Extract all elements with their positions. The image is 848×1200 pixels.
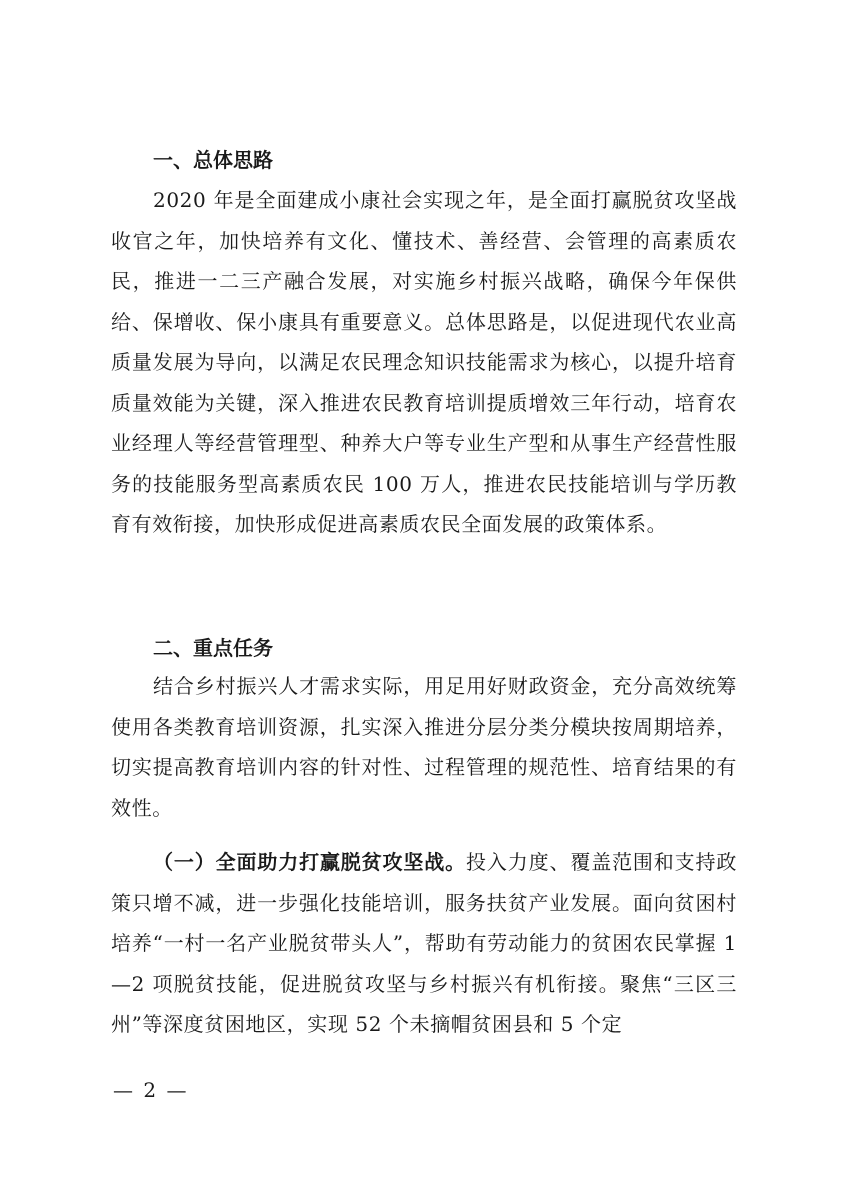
paragraph-poverty-alleviation: [111, 842, 737, 1045]
section-heading-overall-approach: 一、总体思路: [153, 148, 273, 172]
page-number: — 2 —: [113, 1078, 189, 1102]
paragraph-overall-approach: 2020 年是全面建成小康社会实现之年，是全面打赢脱贫攻坚战收官之年，加快培养有文化、懂技术、善经营、会管理的高素质农民，推进一二三产融合发展，对实施乡村振兴战略，确保今年保供给、保增收、保小康具有重要意义。总体思路是，以促进现代农业高质量发展为导向，以满足农民理念知识技能需求为核心，以提升培育质量效能为关键，深入推进农民教育培训提质增效三年行动，培育农业经理人等经营管理型、种养大户等专业生产型和从事生产经营性服务的技能服务型高素质农民 100 万人，推进农民技能培训与学历教育有效衔接，加快形成促进高素质农民全面发展的政策体系。: [111, 188, 737, 536]
paragraph-key-tasks-intro: 结合乡村振兴人才需求实际，用足用好财政资金，充分高效统筹使用各类教育培训资源，扎实深入推进分层分类分模块按周期培养，切实提高教育培训内容的针对性、过程管理的规范性、培育结果的有效性。: [111, 674, 737, 820]
item-text-poverty-alleviation: 投入力度、覆盖范围和支持政策只增不减，进一步强化技能培训，服务扶贫产业发展。面向贫困村培养“一村一名产业脱贫带头人”，帮助有劳动能力的贫困农民掌握 1—2 项脱贫技能，促进脱贫攻坚与乡村振兴有机衔接。聚焦“三区三州”等深度贫困地区，实现 52 个未摘帽贫困县和 5 个定: [111, 850, 737, 1036]
item-lead-poverty-alleviation: （一）全面助力打赢脱贫攻坚战。: [153, 850, 466, 874]
section-heading-key-tasks: 二、重点任务: [153, 636, 273, 660]
